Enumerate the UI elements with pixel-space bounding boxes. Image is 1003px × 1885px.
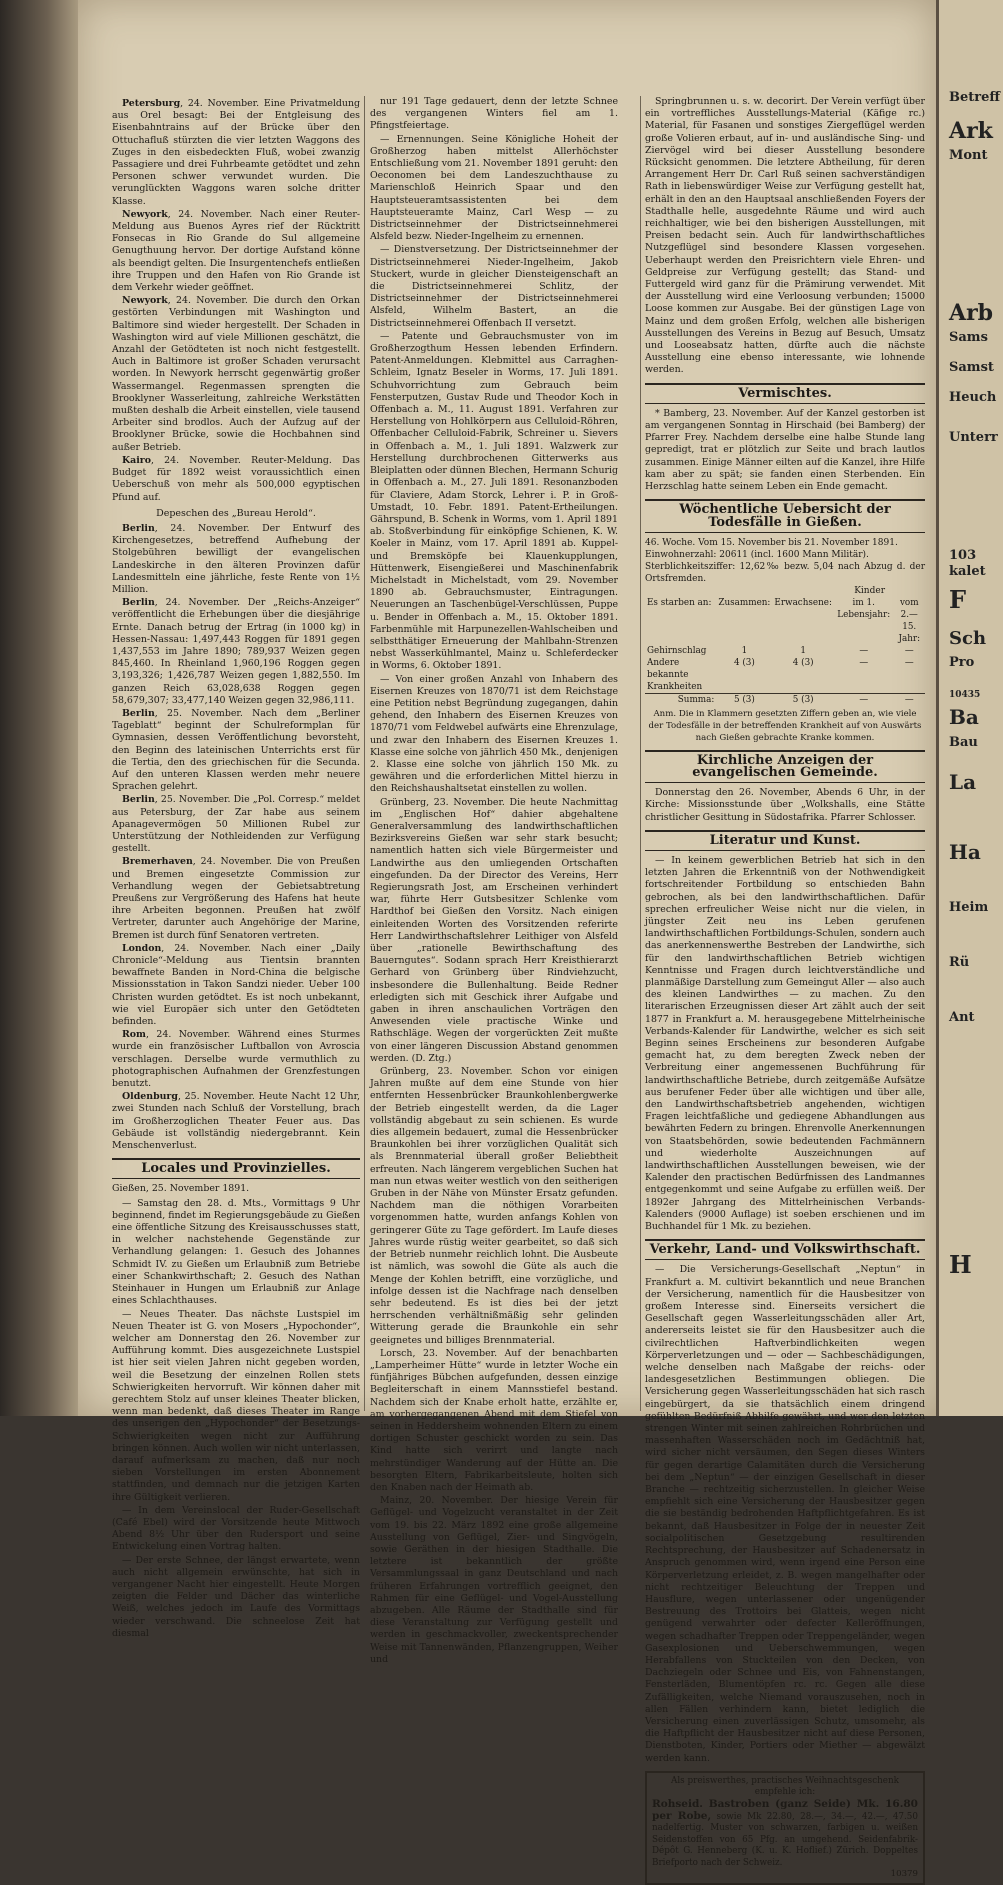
stats-note: Anm. Die in Klammern gesetzten Ziffern geben an, wie viele der Todesfälle in der betreffenden Krankheit auf von Auswärts nach Gießen gebrachte Kranke kommen. (648, 708, 922, 743)
stats-week: 46. Woche. Vom 15. November bis 21. November 1891. (645, 537, 898, 548)
locales-item: — Der erste Schnee, der längst erwartete, wenn auch nicht allgemein erwünschte, hat sich in vergangener Nacht hier eingestellt. Heute Morgen zeigten die Felder und Dächer das winterliche Weiß, welches jedoch im Laufe des Vormittags wieder verschwand. Die schneelose Zeit hat diesmal (112, 1554, 360, 1639)
locales-heading: Locales und Provinzielles. (112, 1158, 360, 1179)
article-paragraph: Mainz, 20. November. Der hiesige Verein für Geflügel- und Vogelzucht veranstaltet in der Zeit vom 19. bis 22. März 1892 eine große allgemeine Ausstellung von Geflügel, Zier- und Singvögeln, sowie Geräthen in der hiesigen Stadthalle. Die letztere ist bekanntlich der größte Versammlungssaal in ganz Deutschland und nach früheren Erfahrungen vortrefflich geeignet, den Rahmen für eine Geflügel- und Vogel-Ausstellung abzugeben. Alle Räume der Stadthalle sind für diese Veranstaltung zur Verfügung gestellt und werden in geschmackvoller, zweckentsprechender Weise mit Tannenwänden, Pflanzengruppen, Weiher und (370, 1495, 618, 1665)
adjacent-fragment: Ark (949, 118, 993, 144)
stats-kinder-label: Kinder (854, 585, 885, 596)
table-row: Andere bekannte Krankheiten 4 (3) 4 (3) — — (647, 657, 914, 692)
depeschen-section (112, 523, 360, 1152)
locales-item: — In dem Vereinslocal der Ruder-Gesellschaft (Café Ebel) wird der Vorsitzende heute Mittwoch Abend 8½ Uhr über den Rudersport und seine Entwickelung einen Vortrag halten. (112, 1504, 360, 1553)
column-2 (370, 96, 618, 1665)
article-paragraph: — Von einer großen Anzahl von Inhabern des Eisernen Kreuzes von 1870/71 ist dem Reichstage eine Petition nebst Begründung zugegangen, dahin gehend, den Inhabern des Eisernen Kreuzes von 1870/71 vom Feldwebel aufwärts eine Ehrenzulage, und zwar den Inhabern des Eisernen Kreuzes 1. Klasse eine solche von jährlich 450 Mk., denjenigen 2. Klasse eine solche von jährlich 150 Mk. zu gewähren und die erforderlichen Mittel hierzu in den Reichshaushaltsetat einstellen zu wollen. (370, 673, 618, 795)
adjacent-fragment: 103 (949, 548, 977, 563)
literatur-item: — In keinem gewerblichen Betrieb hat sich in den letzten Jahren die Erkenntniß von der Nothwendigkeit fortschreitender Fortbildung so entschieden Bahn gebrochen, als bei den landwirthschaftlichen. Dafür sprechen erfreulicher Weise nicht nur die vielen, in jüngster Zeit neu ins Leben gerufenen landwirthschaftlichen Fortbildungs-Schulen, sondern auch das anerkennenswerthe Bestreben der Landwirthe, sich für den landwirthschaftlichen Betrieb wichtigen Kenntnisse und Fragen durch leichtverständliche und planmäßige Darstellung zum Gemeingut Aller — also auch des kleinen Landwirthes — zu machen. Zu den literarischen Erzeugnissen dieser Art zählt auch der seit 1877 in Frankfurt a. M. herausgegebene Mittelrheinische Verbands-Kalender für Landwirthe, welcher es sich seit Beginn seines Erscheinens zur besonderen Aufgabe gemacht hat, zu dem beregten Zweck neben der Verbreitung einer angemessenen Buchführung für landwirthschaftliche Betriebe, durch zeitgemäße Aufsätze aus berufener Feder über alle wichtigen und über alle, den Landwirthschaftsbetrieb angehenden, wichtigen Fragen leichtfaßliche und gediegene Abhandlungen aus bewährten Federn zu bringen. Ehrenvolle Anerkennungen von Staatsbehörden, sowie bedeutenden Fachmännern und wiederholte Auszeichnungen auf landwirthschaftlichen Ausstellungen beweisen, wie der Kalender den practischen Bedürfnissen des Landmannes entgegenkommt und seine Aufgabe zu erfüllen weiß. Der 1892er Jahrgang des Mittelrheinischen Verbands-Kalenders (9000 Auflage) ist soeben erschienen und im Buchhandel für 1 Mk. zu beziehen. (645, 854, 925, 1233)
adjacent-fragment: Mont (949, 148, 988, 163)
depesche-item: Bremerhaven, 24. November. Die von Preußen und Bremen eingesetzte Commission zur Verhandlung wegen der Gebietsabtretung Preußens zur Vergrößerung des Hafens hat heute ihre Arbeiten begonnen. Preußen hat zwölf Vertreter, darunter auch Angehörige der Marine, Bremen ist durch fünf Senatoren vertreten. (112, 856, 361, 941)
news-item: Newyork, 24. November. Die durch den Orkan gestörten Verbindungen mit Washington und Baltimore sind wieder hergestellt. Der Schaden in Washington wird auf viele Millionen geschätzt, die Anzahl der Getödteten ist noch nicht festgestellt. Auch in Baltimore ist großer Schaden verursacht worden. In Newyork herrscht gegenwärtig großer Wassermangel. Regenmassen sprengten die Brooklyner Wasserleitung, zahlreiche Werkstätten mußten deshalb die Arbeit einstellen, viele tausend Arbeiter sind brodlos. Auch der Aufzug auf der Brooklyner Brücke, sowie die Hochbahnen sind außer Betrieb. (112, 295, 360, 453)
adjacent-page-strip (936, 0, 1003, 1416)
ad-number: 10379 (890, 1869, 918, 1879)
depesche-item: Berlin, 25. November. Nach dem „Berliner Tageblatt“ beginnt der Schulreformplan für Gymnasien, dessen Veröffentlichung bevorsteht, den Beginn des lateinischen Unterrichts erst für die Tertia, den des griechischen für die Secunda. Auf den unteren Klassen werden mehr neuere Sprachen gelehrt. (112, 707, 360, 793)
adjacent-fragment: Ba (949, 705, 979, 729)
stats-mortality: Sterblichkeitsziffer: 12,62‰ bezw. 5,04 nach Abzug d. der Ortsfremden. (645, 561, 925, 584)
church-heading: Kirchliche Anzeigen der evangelischen Gemeinde. (645, 750, 925, 783)
adjacent-fragment: kalet (949, 564, 986, 579)
literatur-heading: Literatur und Kunst. (645, 830, 925, 851)
death-stats (645, 537, 925, 744)
locales-item: — Neues Theater. Das nächste Lustspiel im Neuen Theater ist G. von Mosers „Hypochonder“, welcher am Donnerstag den 26. November zur Aufführung kommt. Dies ausgezeichnete Lustspiel ist hier seit vielen Jahren nicht gegeben worden, weil die Besetzung der einzelnen Rollen stets Schwierigkeiten hervorruft. Wir können daher mit gerechtem Stolz auf unser kleines Theater blicken, wenn man bedenkt, daß dieses Theater im Range des unserigen den „Hypochonder“ der Besetzungs-Schwierigkeiten wegen nicht zur Aufführung bringen können. Auch wollen wir nicht unterlassen, darauf aufmerksam zu machen, daß nur noch sieben Vorstellungen im ersten Abonnement stattfinden, und demnach nur die jetzigen Karten ihre Gültigkeit verlieren. (112, 1308, 360, 1503)
depesche-item: Rom, 24. November. Während eines Sturmes wurde ein französischer Luftballon von Avroscia verschlagen. Derselbe wurde vermuthlich zu photographischen Aufnahmen der Grenzfestungen benutzt. (112, 1029, 361, 1090)
article-paragraph: Springbrunnen u. s. w. decorirt. Der Verein verfügt über ein vortreffliches Ausstellungs-Material (Käfige rc.) Material, für Fasanen und sonstiges Ziergeflügel werden große Volieren erbaut, auf in- und ausländische Sing- und Ziervögel wird bei dieser Ausstellung besondere Rücksicht genommen. Die letztere Abtheilung, für deren Arrangement Herr Dr. Carl Ruß seinen sachverständigen Rath in liebenswürdiger Weise zur Verfügung gestellt hat, erhält in den an den Hauptsaal anschließenden Foyers der Stadthalle helle, ausgedehnte Räume und wird auch reichhaltiger, wie bei den bisherigen Ausstellungen, mit Preisen bedacht sein. Auch für landwirthschaftliches Nutzgeflügel sind besondere Klassen vorgesehen. Ueberhaupt werden den Preisrichtern viele Ehren- und Geldpreise zur Verfügung gestellt; das Stand- und Futtergeld wird ganz für die Prämirung verwendet. Mit der Ausstellung wird eine Verloosung verbunden; 15000 Loose kommen zur Ausgabe. Bei der günstigen Lage von Mainz und dem großen Erfolg, welchen alle bisherigen Ausstellungen des Vereins in Bezug auf Besuch, Umsatz und Looseabsatz hatten, dürfte auch die nächste Ausstellung eine ebenso interessante, wie lohnende werden. (645, 96, 925, 376)
adjacent-fragment: Bau (949, 735, 978, 750)
adjacent-fragment: La (949, 770, 977, 794)
article-paragraph: — Ernennungen. Seine Königliche Hoheit der Großherzog haben mittelst Allerhöchster Entschließung vom 21. November 1891 geruht: den Oeconomen bei dem Landeszuchthause zu Marienschloß Heinrich Spaar und den Hauptsteueramtsassistenten bei dem Hauptsteueramte Mainz, Carl Wesp — zu Districtseinnehmer der Districtseinnehmerei Alsfeld bezw. Nieder-Ingelheim zu ernennen. (370, 133, 618, 243)
adjacent-fragment: Heim (949, 900, 989, 915)
locales-dateline: Gießen, 25. November 1891. (112, 1183, 250, 1195)
ad-text: sowie Mk 22.80, 28.—, 34.—, 42.—, 47.50 nadelfertig. Muster von schwarzen, farbigen u. weißen Seidenstoffen von 65 Pfg. an umgehend. Seidenfabrik-Dépôt G. Henneberg (K. u. K. Hoflief.) Zürich. Doppeltes Briefporto nach der Schweiz. (652, 1811, 918, 1868)
table-header-row: Es starben an: Zusammen: Erwachsene: im 1. Lebensjahr: vom 2.—15. Jahr: (647, 597, 921, 644)
column-1 (112, 98, 361, 1639)
column-rule (640, 96, 641, 1411)
adjacent-fragment: Pro (949, 655, 975, 670)
verkehr-heading: Verkehr, Land- und Volkswirthschaft. (645, 1239, 925, 1260)
verkehr-item: — Die Versicherungs-Gesellschaft „Neptun“ in Frankfurt a. M. cultivirt bekanntlich und neue Branchen der Versicherung, namentlich für die Hausbesitzer von großem Interesse sind. Einerseits versichert die Gesellschaft gegen Wasserleitungsschäden aller Art, andererseits leistet sie für den Hausbesitzer auch die civilrechtlichen Haftverbindlichkeiten wegen Körperverletzungen und — oder — Sachbeschädigungen, welche denselben nach Maßgabe der reichs- oder landesgesetzlichen Bestimmungen obliegen. Die Versicherung gegen Wasserleitungsschäden hat sich rasch eingebürgert, da sie thatsächlich einem dringend gefühlten Bedürfniß Abhilfe gewährt, und wer den letzten strengen Winter mit seinen zahlreichen Rohrbrüchen und massenhaften Wasserschäden noch im Gedächtniß hat, wird sicher nicht versäumen, den Segen dieses Winters für gegen derartige Calamitäten durch die Versicherung bei dem „Neptun“ — der einzigen Gesellschaft in dieser Branche — rechtzeitig sicherzustellen. In gleicher Weise empfiehlt sich eine Versicherung der Hausbesitzer gegen die sie beständig bedrohenden Haftpflichtgefahren. Es ist bekannt, daß Hausbesitzer in Folge der in neuester Zeit socialpolitischen Gesetzgebung resultirenden Rechtsprechung, der Hausbesitzer auf Schadenersatz in Anspruch genommen wird, wenn irgend eine Person eine Körperverletzung erleidet, z. B. wegen mangelhafter oder nicht rechtzeitiger Beleuchtung der Treppen und Hausflure, wegen unterlassener oder ungenügender Bestreuung des Trottoirs bei Glatteis, wegen nicht genügend verwahrter oder defecter Kelleröffnungen, wegen schadhafter Treppen oder Treppengeländer, wegen Gasexplosionen und Ueberschwemmungen, wegen Herabfallens von Stuckteilen von den Decken, von Dachziegeln oder Schnee und Eis, von Fahnenstangen, Fensterläden, Blumentöpfen rc. rc. Gegen alle diese Zufälligkeiten, welche Niemand vorauszusehen, noch in allen Fällen verhindern kann, bietet lediglich die Versicherung einen zuverlässigen Schutz, umsomehr, als die Haftpflicht der Hausbesitzer nicht auf diese Personen, Dienstboten, Kinder, Portiers oder Miether — abgewälzt werden kann. (645, 1264, 925, 1764)
adjacent-fragment: 10435 (949, 690, 981, 700)
adjacent-fragment: Ha (949, 840, 981, 864)
news-item: Newyork, 24. November. Nach einer Reuter-Meldung aus Buenos Ayres rief der Rücktritt Fonsecas in Rio Grande do Sul allgemeine Genugthuung hervor. Der dortige Aufstand könne als beendigt gelten. Die Insurgentenchefs entließen ihre Truppen und den Hafen von Rio Grande ist dem Verkehr wieder geöffnet. (112, 208, 360, 294)
death-stats-heading: Wöchentliche Uebersicht der Todesfälle in Gießen. (645, 499, 925, 532)
adjacent-fragment: Sch (949, 628, 987, 649)
silk-advertisement (645, 1771, 925, 1885)
depesche-item: Berlin, 25. November. Die „Pol. Corresp.“ meldet aus Petersburg, der Zar habe aus seinem Apanagevermögen 50 Millionen Rubel zur Unterstützung der Nothleidenden zur Verfügung gestellt. (112, 794, 361, 855)
article-paragraph: nur 191 Tage gedauert, denn der letzte Schnee des vergangenen Winters fiel am 1. Pfingstfeiertage. (370, 96, 618, 132)
article-paragraph: — Dienstversetzung. Der Districtseinnehmer der Districtseinnehmerei Nieder-Ingelheim, Jakob Stuckert, wurde in gleicher Diensteigenschaft an die Districtseinnehmerei Schlitz, der Districtseinnehmer der Districtseinnehmerei Alsfeld, Wilhelm Bastert, an die Districtseinnehmerei Offenbach II versetzt. (370, 244, 618, 329)
table-row: Gehirnschlag 1 1 — — (647, 645, 914, 656)
vermischtes-item: * Bamberg, 23. November. Auf der Kanzel gestorben ist am vergangenen Sonntag in Hirschaid (bei Bamberg) der Pfarrer Frey. Nachdem derselbe eine halbe Stunde lang gepredigt, trat er plötzlich zur Seite und brach lautlos zusammen. Einige Männer eilten auf die Kanzel, ihre Hilfe kam aber zu spät; sie fanden einen Sterbenden. Ein Herzschlag hatte seinem Leben ein Ende gemacht. (645, 407, 925, 493)
depesche-item: Berlin, 24. November. Der Entwurf des Kirchengesetzes, betreffend Aufhebung der Stolgebühren bewilligt der evangelischen Landeskirche in den älteren Provinzen dafür Landesmitteln eine jährliche, feste Rente von 1½ Million. (112, 522, 360, 595)
adjacent-fragment: Rü (949, 955, 970, 970)
article-paragraph: Lorsch, 23. November. Auf der benachbarten „Lamperheimer Hütte“ wurde in letzter Woche ein fünfjähriges Bübchen aufgefunden, dessen einzige Begleiterschaft in einem Mannsstiefel bestand. Nachdem sich der Knabe erholt hatte, erzählte er, am vorhergegangenen Abend mit dem Stiefel von seinen in Heddersheim wohnenden Eltern zu einem dortigen Schuster geschickt worden zu sein. Das Kind hatte sich verirrt und langte nach mehrstündiger Wanderung auf der Hütte an. Die besorgten Eltern, Fabrikarbeitsleute, holten sich den Knaben nach der Heimath ab. (370, 1347, 618, 1493)
left-binding-margin (0, 0, 78, 1416)
adjacent-fragment: Unterr (949, 430, 998, 445)
article-paragraph: Grünberg, 23. November. Die heute Nachmittag im „Englischen Hof“ dahier abgehaltene Generalversammlung des landwirthschaftlichen Bezirksvereins Gießen war sehr stark besucht; namentlich hatten sich viele Bürgermeister und Landwirthe aus den umliegenden Ortschaften eingefunden. Da der Director des Vereins, Herr Regierungsrath Jost, am Erscheinen verhindert war, führte Herr Gutsbesitzer Schlenke vom Hardthof bei Gießen den Vorsitz. Nach einigen einleitenden Worten des Vorsitzenden referirte Herr Landwirthschaftslehrer Leithiger von Alsfeld über „rationelle Bewirthschaftung des Bauerngutes“. Sodann sprach Herr Kreisthierarzt Gerhard von Grünberg über Rindviehzucht, insbesondere die Bullenhaltung. Beide Redner erledigten sich mit Geschick ihrer Aufgabe und gaben in ihren anschaulichen Vorträgen den Anwesenden viele practische Winke und Rathschläge. Wegen der vorgerückten Zeit mußte von einer längeren Discussion Abstand genommen werden. (D. Ztg.) (370, 796, 618, 1064)
adjacent-fragment: Heuch (949, 390, 997, 405)
locales-section (112, 1198, 360, 1640)
news-item: Petersburg, 24. November. Eine Privatmeldung aus Orel besagt: Bei der Entgleisung des Eisenbahntrains auf der Brücke über den Ottuchafluß stürzten die vier letzten Waggons des Zuges in den eisbedeckten Fluß, wobei zwanzig Passagiere und drei Fuhrbeamte getödtet und zehn Personen schwer verwundet wurden. Die verunglückten Waggons waren solche dritter Klasse. (112, 98, 360, 207)
locales-item: — Samstag den 28. d. Mts., Vormittags 9 Uhr beginnend, findet im Regierungsgebäude zu Gießen eine öffentliche Sitzung des Kreisausschusses statt, in welcher nachstehende Gegenstände zur Verhandlung gelangen: 1. Gesuch des Johannes Schmidt IV. zu Gießen um Erlaubniß zum Betriebe einer Schankwirthschaft; 2. Gesuch des Nathan Steinhauer in Hungen um Erlaubniß zur Anlage eines Schlachthauses. (112, 1197, 360, 1307)
depesche-item: Berlin, 24. November. Der „Reichs-Anzeiger“ veröffentlicht die Erhebungen über die diesjährige Ernte. Danach betrug der Ertrag (in 1000 kg) in Hessen-Nassau: 1,497,443 Roggen für 1891 gegen 1,437,553 im Jahre 1890; 789,937 Weizen gegen 845,460. In Rheinland 1,960,196 Roggen gegen 3,193,326; 1,426,787 Weizen gegen 1,882,550. Im ganzen Reich 63,028,638 Roggen gegen 58,679,307; 33,477,140 Weizen gegen 32,986,111. (112, 597, 360, 706)
table-sum-row: Summa: 5 (3) 5 (3) — — (645, 693, 925, 706)
adjacent-fragment: Arb (949, 300, 994, 326)
adjacent-fragment: Betreff (949, 90, 1001, 105)
article-paragraph: Grünberg, 23. November. Schon vor einigen Jahren mußte auf dem eine Stunde von hier entfernten Hessenbrücker Braunkohlenbergwerke der Betrieb eingestellt werden, da die Lager vollständig abgebaut zu sein schienen. Es wurde dies allgemein bedauert, zumal die Hessenbrücker Braunkohlen bei ihrer vorzüglichen Qualität sich als Brennmaterial überall großer Beliebtheit erfreuten. Nach längerem vergeblichen Suchen hat man nun etwas weiter westlich von den seitherigen Gruben in der Nähe von Münster Ersatz gefunden. Nachdem man die nöthigen Vorarbeiten vorgenommen hatte, wurden anfangs Kohlen von geringerer Güte zu Tage gefördert. Im Laufe dieses Jahres wurde rüstig weiter gearbeitet, so daß sich der Betrieb nunmehr reichlich lohnt. Die Ausbeute ist nämlich, was sowohl die Güte als auch die Menge der Kohlen betrifft, eine vorzügliche, und infolge dessen ist die Nachfrage nach denselben sehr bedeutend. Es ist dies bei der jetzt herrschenden verhältnißmäßig sehr gelinden Witterung gerade die Braunkohle ein sehr geeignetes und billiges Brennmaterial. (370, 1066, 618, 1346)
ad-lead: Als preiswerthes, practisches Weihnachtsgeschenk empfehle ich: (671, 1775, 899, 1798)
adjacent-fragment: F (949, 585, 967, 614)
depesche-item: Oldenburg, 25. November. Heute Nacht 12 Uhr, zwei Stunden nach Schluß der Vorstellung, brach im Großherzoglichen Theater Feuer aus. Das Gebäude ist vollständig niedergebrannt. Kein Menschenverlust. (112, 1091, 360, 1152)
column-3 (645, 96, 925, 1879)
adjacent-fragment: Sams (949, 330, 988, 345)
vermischtes-heading: Vermischtes. (645, 383, 925, 404)
church-notice: Donnerstag den 26. November, Abends 6 Uhr, in der Kirche: Missionsstunde über „Wolkshalls, eine Stätte christlicher Gesittung in Südostafrika. Pfarrer Schlosser. (645, 787, 925, 823)
column-rule (364, 96, 365, 1411)
news-section (112, 98, 360, 504)
news-item: Kairo, 24. November. Reuter-Meldung. Das Budget für 1892 weist voraussichtlich einen Ueberschuß von mehr als 500,000 egyptischen Pfund auf. (112, 454, 360, 503)
article-paragraph: — Patente und Gebrauchsmuster von im Großherzogthum Hessen lebenden Erfindern. Patent-Anmeldungen. Klebmittel aus Carraghen-Schleim, Ignatz Beseler in Worms, 17. Juli 1891. Schuhvorrichtung zum Gebrauch beim Fensterputzen, Gustav Rude und Theodor Koch in Offenbach a. M., 11. August 1891. Verfahren zur Herstellung von Hohlkörpern aus Celluloid-Röhren, Offenbacher Celluloid-Fabrik, Schreiner u. Sievers in Offenbach a. M., 1. Juli 1891. Walzwerk zur Herstellung durchbrochenen Gitterwerks aus Bleiplatten oder dünnen Blechen, Hermann Schurig in Offenbach a. M., 27. Juli 1891. Resonanzboden für Claviere, Adam Storck, Lehrer i. P. in Groß-Umstadt, 10. Febr. 1891. Patent-Ertheilungen. Gährspund, B. Schenk in Worms, vom 1. April 1891 ab. Stoßverbindung für einköpfige Schienen, K. W. Koeler in Mainz, vom 17. April 1891 ab. Kuppel- und Bremsköpfe bei Klauenkupplungen, Hüttenwerk, Eisengießerei und Maschinenfabrik Michelstadt in Michelstadt, vom 29. November 1890 ab. Gebrauchsmuster, Eintragungen. Neuerungen an Taschenbügel-Verschlüssen, Puppe u. Bender in Offenbach a. M., 15. Oktober 1891. Farbenmühle mit Harpunezellen-Wahlscheiben und selbstthätiger Erneuerung der Mahlbahn-Strenzen nebst Wasserkühlmantel, Mainz u. Schleferdecker in Worms, 6. Oktober 1891. (370, 330, 618, 672)
ad-headline: Rohseid. Bastroben (ganz Seide) Mk. 16.80 per Robe, (652, 1797, 918, 1822)
depesche-item: London, 24. November. Nach einer „Daily Chronicle“-Meldung aus Tientsin brannten bewaffnete Banden in Nord-China die belgische Missionsstation in Takon Sandzi nieder. Ueber 100 Christen wurden getödtet. Es ist noch unbekannt, wie viel Europäer sich unter den Getödteten befinden. (112, 942, 360, 1028)
death-stats-table (645, 597, 925, 706)
adjacent-fragment: H (949, 1250, 972, 1279)
adjacent-fragment: Ant (949, 1010, 975, 1025)
adjacent-fragment: Samst (949, 360, 994, 375)
stats-population: Einwohnerzahl: 20611 (incl. 1600 Mann Militär). (645, 549, 869, 560)
depeschen-heading: Depeschen des „Bureau Herold“. (156, 507, 316, 519)
